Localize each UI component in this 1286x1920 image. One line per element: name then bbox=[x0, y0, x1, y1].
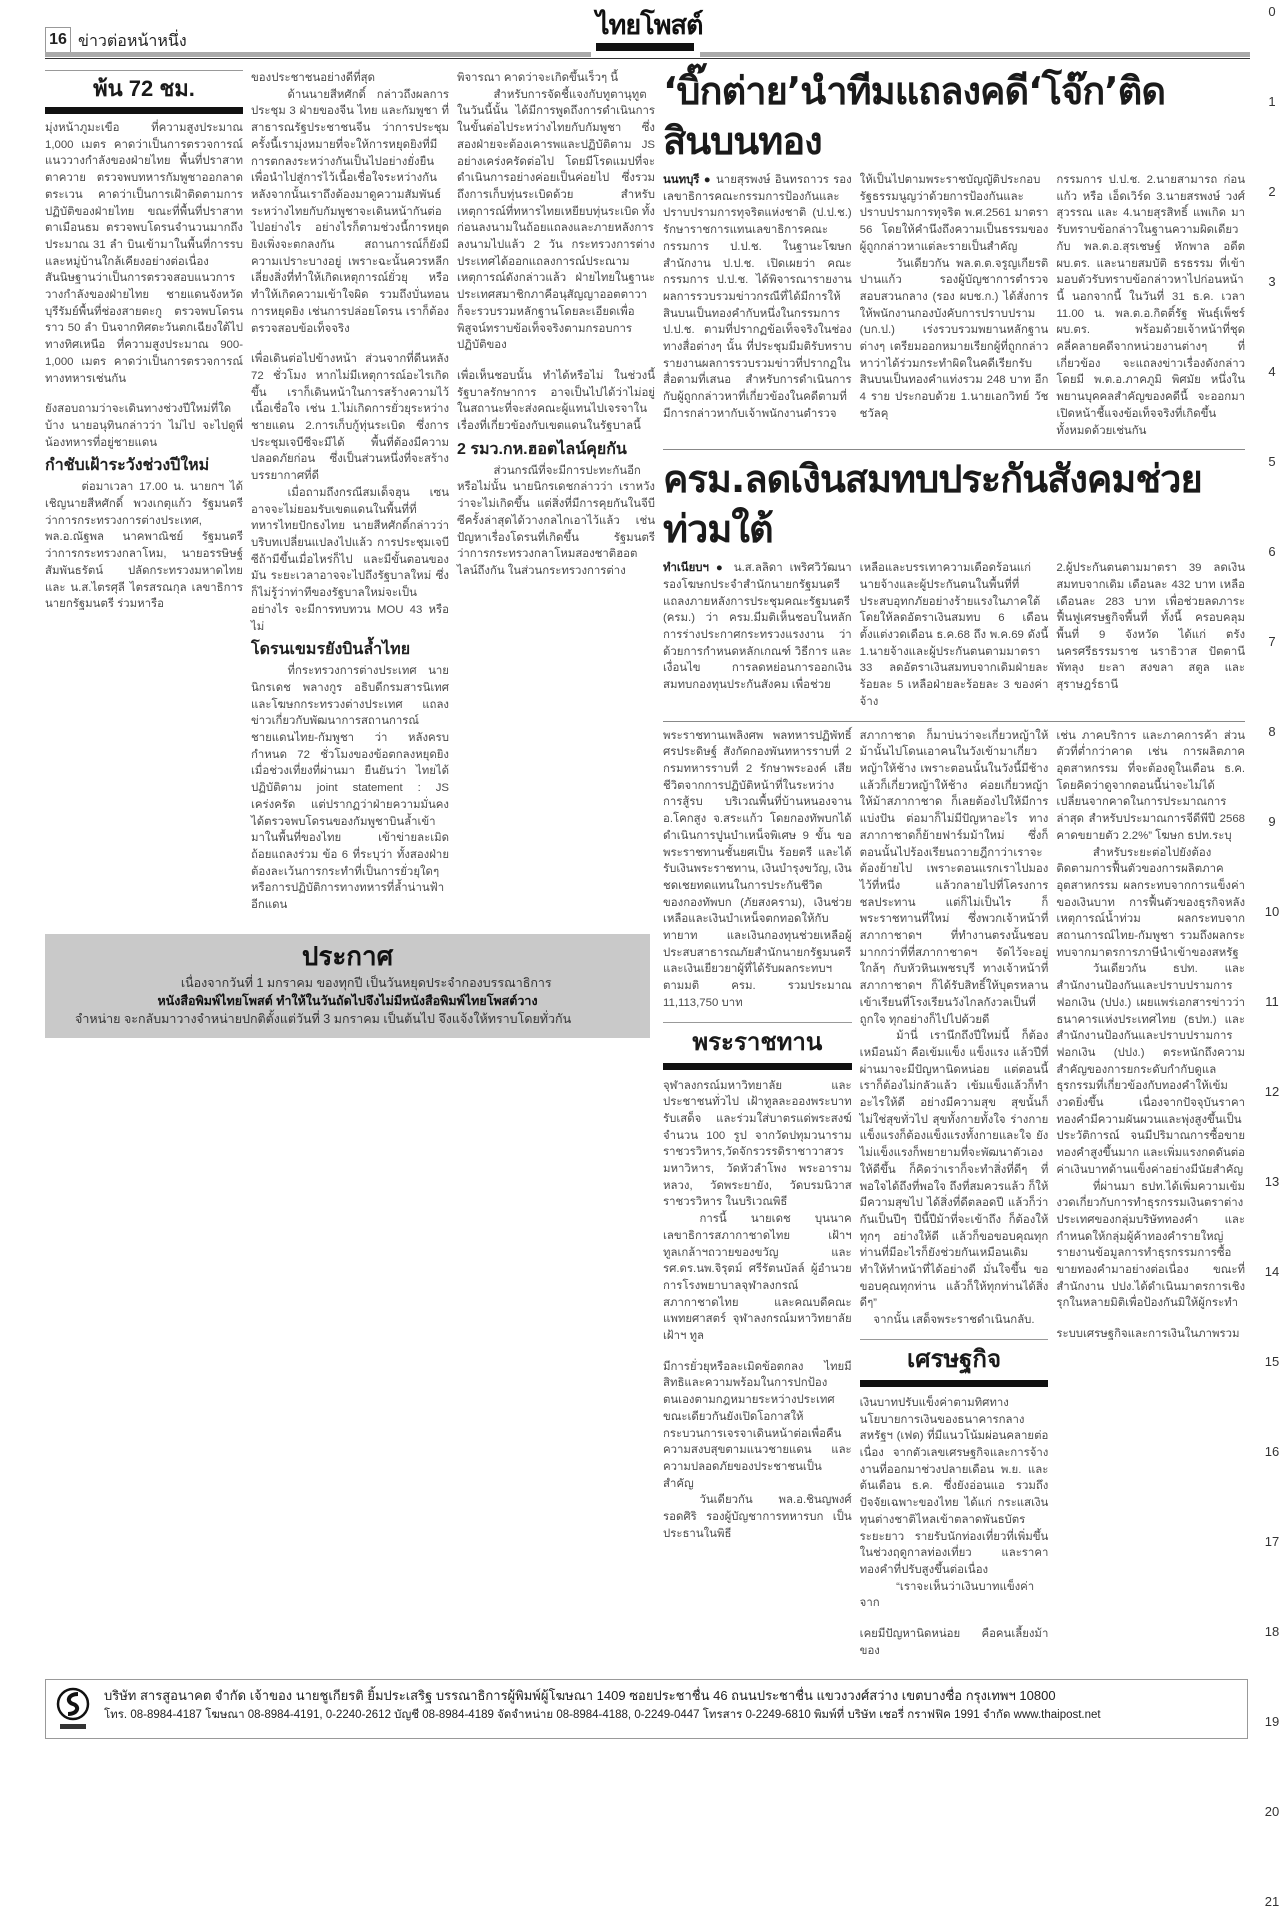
paragraph: วันเดียวกัน พล.อ.ชินญพงศ์ รอดศิริ รองผู้บัญชาการทหารบก เป็นประธานในพิธี bbox=[663, 1494, 852, 1540]
paragraph: น.ส.ลลิดา เพริศวิวัฒนา รองโฆษกประจำสำนักนายกรัฐมนตรี แถลงภายหลังการประชุมคณะรัฐมนตรี (ครม.) ว่า ครม.มีมติเห็นชอบในหลักการร่างประกาศกระทรวงแรงงาน ว่าด้วยการกำหนดหลักเกณฑ์ วิธีการ และเงื่อนไข การลดหย่อนการออกเงินสมทบกองทุนประกันสังคม เพื่อช่วย bbox=[663, 562, 852, 692]
margin-row-number: 2 bbox=[1268, 184, 1276, 199]
announcement-text: จำหน่าย จะกลับมาวางจำหน่ายปกติตั้งแต่วันที่ 3 มกราคม เป็นต้นไป จึงแจ้งให้ทราบโดยทั่วกัน bbox=[75, 1011, 572, 1026]
paragraph: มุ่งหน้าภูมะเขือ ที่ความสูงประมาณ 1,000 เมตร คาดว่าเป็นการตรวจการณ์แนววางกำลังของฝ่ายไทย พื้นที่ปราสาทตาควาย ตรวจพบทหารกัมพูชาออกลาดตระเวน คาดว่าเป็นการเฝ้าติดตามการปฏิบัติของฝ่ายไทย ขณะที่พื้นที่ปราสาทตาเมือนธม ตรวจพบโดรนจำนวนมากถึงประมาณ 31 ลำ บินเข้ามาในพื้นที่การรบและหมู่บ้านใกล้เคียงอย่างต่อเนื่อง สันนิษฐานว่าเป็นการตรวจสอบแนวการวางกำลังของฝ่ายไทย ชายแดนจังหวัดบุรีรัมย์พื้นที่ช่องสายตะกู ตรวจพบโดรนราว 50 ลำ บินจากทิศตะวันตกเฉียงใต้ไปทางทิศเหนือ ที่ความสูงประมาณ 900-1,000 เมตร คาดว่าเป็นการตรวจการณ์ทางทหารเช่นกัน bbox=[45, 122, 243, 385]
margin-row-number: 6 bbox=[1268, 544, 1276, 559]
paragraph: ระบบเศรษฐกิจและการเงินในภาพรวม bbox=[1056, 1328, 1240, 1341]
paragraph: ที่ผ่านมา ธปท.ได้เพิ่มความเข้มงวดเกี่ยวกับการทำธุรกรรมเงินตราต่างประเทศของกลุ่มบริษัททองคำ และกำหนดให้กลุ่มผู้ค้าทองคำรายใหญ่รายงานข้อมูลการทำธุรกรรมการซื้อขายทองคำมาอย่างต่อเนื่อง ขณะที่สำนักงาน ปปง.ได้ดำเนินมาตรการเชิงรุกในหลายมิติเพื่อป้องกันมิให้ผู้กระทำ bbox=[1056, 1180, 1246, 1310]
section-header-economy bbox=[860, 1339, 1049, 1387]
margin-row-number: 19 bbox=[1264, 1714, 1280, 1729]
paragraph: เพื่อเห็นชอบนั้น ทำได้หรือไม่ ในช่วงนี้รัฐบาลรักษาการ อาจเป็นไปได้ว่าไม่อยู่ในสถานะที่จะส่งคณะผู้แทนไปเจรจาในเรื่องที่เกี่ยวข้องกับเขตแดนในรัฐบาลนี้ bbox=[457, 369, 655, 433]
margin-row-number: 9 bbox=[1268, 814, 1276, 829]
header-rule-right bbox=[700, 52, 1250, 57]
margin-row-number: 11 bbox=[1265, 994, 1279, 1009]
paragraph: เช่น ภาคบริการ และภาคการค้า ส่วนตัวที่ต่ำกว่าคาด เช่น การผลิตภาคอุตสาหกรรม ที่จะต้องดูในเดือน ธ.ค. โดยคิดว่าดูจากตอนนี้น่าจะไม่ได้เปลี่ยนจากคาดในการประมาณการล่าสุด สำหรับประมาณการจีดีพีปี 2568 คาดขยายตัว 2.2%” โฆษก ธปท.ระบุ bbox=[1056, 729, 1246, 842]
paragraph: เพื่อเดินต่อไปข้างหน้า ส่วนจากที่ดีนหลัง 72 ชั่วโมง หากไม่มีเหตุการณ์อะไรเกิดขึ้น เราก็เดินหน้าในการสร้างความไว้เนื้อเชื่อใจ เช่น 1.ไม่เกิดการยั่วยุระหว่างชายแดน 2.การเก็บกู้ทุ่นระเบิด ซึ่งการประชุมเจบีซีจะมีได้ พื้นที่ต้องมีความปลอดภัยก่อน ซึ่งเป็นส่วนหนึ่งที่จะสร้างบรรยากาศที่ดี bbox=[251, 353, 449, 483]
paragraph: เมื่อถามถึงกรณีสมเด็จฮุน เซน อาจจะไม่ยอมรับเขตแดนในพื้นที่ที่ทหารไทยปักธงไทย นายสีหศักดิ์กล่าวว่า บริบทเปลี่ยนแปลงไปแล้ว การประชุมเจบีซีถ้ามีขึ้นเมื่อไหร่ก็ไป และมีขั้นตอนของมัน ระยะเวลาอาจจะไปถึงรัฐบาลใหม่ ซึ่งก็ไม่รู้ว่าท่าทีของรัฐบาลใหม่จะเป็นอย่างไร จะมีการทบทวน MOU 43 หรือไม่ bbox=[251, 486, 449, 633]
article-column bbox=[663, 172, 852, 423]
margin-row-number: 15 bbox=[1264, 1354, 1280, 1369]
margin-row-number: 18 bbox=[1264, 1624, 1280, 1639]
divider bbox=[663, 449, 1245, 450]
margin-row-number: 1 bbox=[1268, 94, 1276, 109]
article-column bbox=[457, 70, 655, 580]
announcement-title: ประกาศ bbox=[301, 940, 394, 971]
paragraph: กรรมการ ป.ป.ช. 2.นายสามารถ ก่อนแก้ว หรือ เอ็ดเวิร์ด 3.นายสรพงษ์ วงศ์สุวรรณ และ 4.นายสุรสิทธิ์ แพเกิด มารับทราบข้อกล่าวในฐานความผิดเดียวกับ พล.ต.อ.สุรเชษฐ์ หักพาล อดีต ผบ.ตร. และนายสมบัติ ธรธรรม ที่เข้ามอบตัวรับทราบข้อกล่าวหาไปก่อนหน้านี้ นอกจากนี้ ในวันที่ 31 ธ.ค. เวลา 11.00 น. พล.ต.อ.กิตติ์รัฐ พันธุ์เพ็ชร์ ผบ.ตร. พร้อมด้วยเจ้าหน้าที่ชุดคลี่คลายคดีจากหน่วยงานต่างๆ ที่เกี่ยวข้อง จะแถลงข่าวเรื่องดังกล่าว โดยมี พ.ต.อ.ภาคภูมิ พิศมัย หนึ่งในพยานบุคคลสำคัญของคดีนี้ จะออกมาเปิดหน้าชี้แจงข้อเท็จจริงที่เกิดขึ้นทั้งหมดด้วยเช่นกัน bbox=[1056, 174, 1246, 437]
margin-row-number: 7 bbox=[1268, 634, 1276, 649]
paragraph: 2.ผู้ประกันตนตามมาตรา 39 ลดเงินสมทบจากเดิม เดือนละ 432 บาท เหลือเดือนละ 283 บาท เพื่อช่วยลดภาระฟื้นฟูเศรษฐกิจพื้นที่ ทั้งนี้ ครอบคลุมพื้นที่ 9 จังหวัด ได้แก่ ตรัง นครศรีธรรมราช นราธิวาส ปัตตานี พัทลุง ยะลา สงขลา สตูล และสุราษฎร์ธานี bbox=[1056, 562, 1246, 692]
margin-row-number: 13 bbox=[1264, 1174, 1280, 1189]
headline-story2: ครม.ลดเงินสมทบประกันสังคมช่วยท่วมใต้ bbox=[663, 457, 1202, 552]
paragraph: เคยมีปัญหานิดหน่อย คือคนเลี้ยงม้าของ bbox=[859, 1628, 1049, 1657]
dateline: นนทบุรี ● bbox=[663, 174, 712, 186]
subheading: กำชับเฝ้าระวังช่วงปีใหม่ bbox=[45, 457, 210, 475]
paragraph: ยังสอบถามว่าจะเดินทางช่วงปีใหม่ที่ใดบ้าง นายอนุทินกล่าวว่า ไม่ไป จะไปดูพี่น้องทหารที่อยู่ชายแดน bbox=[45, 403, 243, 449]
paragraph: จากนั้น เสด็จพระราชดำเนินกลับ. bbox=[873, 1314, 1035, 1327]
margin-row-number: 3 bbox=[1268, 274, 1276, 289]
section-label: ข่าวต่อหน้าหนึ่ง bbox=[78, 33, 187, 50]
article-column bbox=[860, 728, 1049, 1660]
article-column bbox=[860, 172, 1049, 423]
article-column bbox=[860, 560, 1049, 710]
paragraph: “เราจะเห็นว่าเงินบาทแข็งค่าจาก bbox=[859, 1580, 1035, 1610]
paragraph: การนี้ นายเดช บุนนาค เลขาธิการสภากาชาดไทย เฝ้าฯ ทูลเกล้าฯถวายของขวัญ และ รศ.ดร.นพ.จิรุตม์ ศรีรัตนบัลล์ ผู้อำนวยการโรงพยาบาลจุฬาลงกรณ์ สภากาชาดไทย และคณบดีคณะแพทยศาสตร์ จุฬาลงกรณ์มหาวิทยาลัย เฝ้าฯ ทูล bbox=[663, 1213, 852, 1343]
margin-row-number: 4 bbox=[1268, 364, 1276, 379]
paragraph: มีการยั่วยุหรือละเมิดข้อตกลง ไทยมีสิทธิและความพร้อมในการปกป้องตนเองตามกฎหมายระหว่างประเทศ ขณะเดียวกันยังเปิดโอกาสให้กระบวนการเจรจาเดินหน้าต่อเพื่อคืนความสงบสุขตามแนวชายแดน และความปลอดภัยของประชาชนเป็นสำคัญ bbox=[663, 1360, 852, 1490]
paragraph: จุฬาลงกรณ์มหาวิทยาลัย และประชาชนทั่วไป เฝ้าทูลละอองพระบาทรับเสด็จ และร่วมใส่บาตรแด่พระสงฆ์จำนวน 100 รูป จากวัดปทุมวนารามราชวรวิหาร,วัดจักรวรรดิราชาวาสวรมหาวิหาร, วัดหัวลำโพง พระอารามหลวง, วัดพระยายัง, วัดบรมนิวาสราชวรวิหาร ในบริเวณพิธี bbox=[663, 1079, 852, 1209]
article-column bbox=[663, 728, 852, 1543]
paragraph: ต่อมาเวลา 17.00 น. นายกฯ ได้เชิญนายสีหศักดิ์ พวงเกตุแก้ว รัฐมนตรีว่าการกระทรวงการต่างประเทศ, พล.อ.ณัฐพล นาคพาณิชย์ รัฐมนตรีว่าการกระทรวงกลาโหม, นายอรรษิษฐ์ สัมพันธรัตน์ ปลัดกระทรวงมหาดไทย และ น.ส.ไตรศุลี ไตรสรณกุล เลขาธิการนายกรัฐมนตรี ร่วมหารือ bbox=[45, 481, 243, 611]
paragraph: ด้านนายสีหศักดิ์ กล่าวถึงผลการประชุม 3 ฝ่ายของจีน ไทย และกัมพูชา ที่สาธารณรัฐประชาชนจีน ว่าการประชุมครั้งนี้เรามุ่งหมายที่จะให้การหยุดยิงที่มีการตกลงระหว่างกันเป็นไปอย่างยั่งยืน เพื่อนำไปสู่การไว้เนื้อเชื่อใจระหว่างกัน หลังจากนั้นเราถึงต้องมาดูความสัมพันธ์ระหว่างไทยกับกัมพูชาจะเดินหน้ากันต่อไปอย่างไร อย่างไรก็ตามช่วงนี้การหยุดยิงเพิ่งจะตกลงกัน สถานการณ์ก็ยังมีความเปราะบางอยู่ เพราะฉะนั้นควรหลีกเลี่ยงสิ่งที่ทำให้เกิดเหตุการณ์ยั่วยุ หรือทำให้เกิดความเข้าใจผิด รวมถึงบั่นทอนการหยุดยิง เช่นการปล่อยโดรน เราก็ต้องตรวจสอบข้อเท็จจริง bbox=[251, 88, 449, 335]
margin-row-number: 5 bbox=[1268, 454, 1276, 469]
article-column bbox=[1056, 728, 1245, 1343]
margin-row-number: 10 bbox=[1264, 904, 1280, 919]
paragraph: ของประชาชนอย่างดีที่สุด bbox=[251, 72, 376, 84]
article-column bbox=[1056, 172, 1245, 439]
masthead-text: ไทยโพสต์ bbox=[596, 10, 703, 41]
section-title: พระราชทาน bbox=[692, 1028, 823, 1056]
paragraph: เงินบาทปรับแข็งค่าตามทิศทางนโยบายการเงินของธนาคารกลางสหรัฐฯ (เฟด) ที่มีแนวโน้มผ่อนคลายต่อเนื่อง จากตัวเลขเศรษฐกิจและการจ้างงานที่ออกมาช่วงปลายเดือน พ.ย. และต้นเดือน ธ.ค. ซึ่งยังอ่อนแอ รวมถึงปัจจัยเฉพาะของไทย ได้แก่ กระแสเงินทุนต่างชาติไหลเข้าตลาดพันธบัตรระยะยาว รายรับนักท่องเที่ยวที่เพิ่มขึ้นในช่วงฤดูกาลท่องเที่ยว และราคาทองคำที่ปรับสูงขึ้นต่อเนื่อง bbox=[859, 1396, 1049, 1576]
headline-story1: ‘บิ๊กต่าย’นำทีมแถลงคดี‘โจ๊ก’ติดสินบนทอง bbox=[663, 69, 1166, 163]
publisher-logo-icon bbox=[56, 1686, 90, 1732]
dateline: ทำเนียบฯ ● bbox=[663, 562, 727, 575]
imprint-footer bbox=[45, 1679, 1248, 1739]
divider bbox=[663, 721, 1245, 722]
margin-row-number: 21 bbox=[1264, 1894, 1280, 1909]
article-column bbox=[45, 70, 243, 613]
article-column bbox=[1056, 560, 1245, 694]
left-area bbox=[45, 62, 655, 1038]
box-title: พ้น 72 ชม. bbox=[93, 76, 195, 101]
margin-row-number: 17 bbox=[1264, 1534, 1280, 1549]
imprint-contact-line: โทร. 08-8984-4187 โฆษณา 08-8984-4191, 0-2240-2612 บัญชี 08-8984-4189 จัดจำหน่าย 08-8984-4188, 0-2249-0447 โทรสาร 0-2249-6810 พิมพ์ที่ บริษัท เชอรี่ กราฟฟิค 1991 จำกัด www.thaipost.net bbox=[104, 1709, 1101, 1722]
masthead-tagline-bar bbox=[596, 43, 694, 51]
announcement-text-bold: หนังสือพิมพ์ไทยโพสต์ ทำให้ในวันถัดไปจึงไม่มีหนังสือพิมพ์ไทยโพสต์วาง bbox=[157, 993, 538, 1008]
page-body bbox=[45, 62, 1245, 1659]
header-rule-thin bbox=[45, 58, 1250, 59]
right-area bbox=[663, 62, 1245, 1659]
margin-row-number: 16 bbox=[1264, 1444, 1280, 1459]
paragraph: นายสุรพงษ์ อินทรถาวร รองเลขาธิการคณะกรรมการป้องกันและปราบปรามการทุจริตแห่งชาติ (ป.ป.ช.) รักษาราชการแทนเลขาธิการคณะกรรมการ ป.ป.ช. ในฐานะโฆษกสำนักงาน ป.ป.ช. เปิดเผยว่า คณะกรรมการ ป.ป.ช. ได้พิจารณารายงานผลการรวบรวมข่าวกรณีที่ได้มีการให้สินบนเป็นทองคำกับหนึ่งในกรรมการ ป.ป.ช. ตามที่ปรากฏข้อเท็จจริงในช่องทางสื่อต่างๆ นั้น ที่ประชุมมีมติรับทราบรายงานผลการรวบรวมข่าวที่ปรากฏในสื่อตามที่เสนอ สำหรับการดำเนินการกับผู้ถูกกล่าวหาที่เกี่ยวข้องในคดีตามที่มีการกล่าวหากับเจ้าพนักงานตำรวจ bbox=[663, 174, 852, 420]
paragraph: สำหรับระยะต่อไปยังต้องติดตามการฟื้นตัวของการผลิตภาคอุตสาหกรรม ผลกระทบจากการแข็งค่าของเงินบาท การฟื้นตัวของธุรกิจหลังเหตุการณ์น้ำท่วม ผลกระทบจากสถานการณ์ไทย-กัมพูชา รวมถึงผลกระทบจากมาตรการภาษีนำเข้าของสหรัฐ bbox=[1056, 846, 1246, 959]
margin-row-number: 20 bbox=[1264, 1804, 1280, 1819]
paragraph: สำหรับการจัดชี้แจงกับทูตานุทูตในวันนี้นั้น ได้มีการพูดถึงการดำเนินการในขั้นต่อไประหว่างไทยกับกัมพูชา ซึ่งสองฝ่ายจะต้องเคารพและปฏิบัติตาม JS อย่างเคร่งครัดต่อไป โดยมีโรดแมปที่จะดำเนินการอย่างค่อยเป็นค่อยไป ซึ่งรวมถึงการเก็บทุ่นระเบิดด้วย สำหรับเหตุการณ์ที่ทหารไทยเหยียบทุ่นระเบิด ทั้งก่อนลงนามในถ้อยแถลงและภายหลังการลงนามไปแล้ว 2 วัน กระทรวงการต่างประเทศได้ออกแถลงการณ์ประณามเหตุการณ์ดังกล่าวแล้ว ฝ่ายไทยในฐานะประเทศสมาชิกภาคีอนุสัญญาออตตาวา ก็จะรวบรวมหลักฐานโดยละเอียดเพื่อพิสูจน์ทราบข้อเท็จจริงตามกรอบการปฏิบัติของ bbox=[457, 88, 655, 352]
section-box-title bbox=[45, 70, 243, 114]
margin-row-number: 0 bbox=[1268, 4, 1276, 19]
masthead-logo bbox=[596, 10, 703, 51]
margin-row-number: 14 bbox=[1264, 1264, 1280, 1279]
margin-row-number: 12 bbox=[1264, 1084, 1280, 1099]
paragraph: ส่วนกรณีที่จะมีการปะทะกันอีกหรือไม่นั้น นายนิกรเดชกล่าวว่า เราหวังว่าจะไม่เกิดขึ้น แต่สิ่งที่มีการคุยกันในจีบีซีครั้งล่าสุดได้วางกลไกเอาไว้แล้ว เช่น ปัญหาเรื่องโดรนที่เกิดขึ้น รัฐมนตรีว่าการกระทรวงกลาโหมสองชาติฮอตไลน์ถึงกัน ในส่วนกระทรวงการต่าง bbox=[457, 464, 655, 577]
subheading: 2 รมว.กห.ฮอตไลน์คุยกัน bbox=[457, 440, 627, 458]
imprint-line: บริษัท สารสูอนาคต จำกัด เจ้าของ นายชูเกียรติ ยิ้มประเสริฐ บรรณาธิการผู้พิมพ์ผู้โฆษณา 1409 ซอยประชาชื่น 46 ถนนประชาชื่น แขวงวงศ์สว่าง เขตบางซื่อ กรุงเทพฯ 10800 bbox=[104, 1688, 1056, 1704]
paragraph: ที่กระทรวงการต่างประเทศ นายนิกรเดช พลางกูร อธิบดีกรมสารนิเทศ และโฆษกกระทรวงต่างประเทศ แถลงข่าวเกี่ยวกับพัฒนาการสถานการณ์ชายแดนไทย-กัมพูชา ว่า หลังครบกำหนด 72 ชั่วโมงของข้อตกลงหยุดยิงเมื่อช่วงเที่ยงที่ผ่านมา ยืนยันว่า ไทยได้ปฏิบัติตาม joint statement : JS เคร่งครัด แต่ปรากฏว่าฝ่ายความมั่นคงได้ตรวจพบโดรนของกัมพูชาบินล้ำเข้ามาในพื้นที่ของไทย เข้าข่ายละเมิดถ้อยแถลงร่วม ข้อ 6 ที่ระบุว่า ทั้งสองฝ่ายต้องละเว้นการกระทำที่เป็นการยั่วยุใดๆ หรือการปฏิบัติการทางทหารที่ล้ำน่านฟ้าอีกแดน bbox=[251, 665, 449, 912]
paragraph: วันเดียวกัน พล.ต.ต.จรูญเกียรติ ปานแก้ว รองผู้บัญชาการตำรวจสอบสวนกลาง (รอง ผบช.ก.) ได้สั่งการให้พนักงานกองบังคับการปราบปราม (บก.ป.) เร่งรวบรวมพยานหลักฐานต่างๆ เตรียมออกหมายเรียกผู้ที่ถูกกล่าวหาว่าได้ร่วมกระทำผิดในคดีเรียกรับสินบนเป็นทองคำแท่งรวม 248 บาท อีก 4 ราย ประกอบด้วย 1.นายเอกวิทย์ วัชชวัลคุ bbox=[859, 257, 1049, 420]
header-rule-left bbox=[45, 52, 591, 57]
paragraph: ให้เป็นไปตามพระราชบัญญัติประกอบรัฐธรรมนูญว่าด้วยการป้องกันและปราบปรามการทุจริต พ.ศ.2561 มาตรา 56 โดยให้คำนึงถึงความเป็นธรรมของผู้ถูกกล่าวหาแต่ละรายเป็นสำคัญ bbox=[859, 174, 1049, 253]
page-number: 16 bbox=[45, 27, 71, 53]
subheading: โดรนเขมรยังบินล้ำไทย bbox=[251, 641, 411, 659]
article-column bbox=[251, 70, 449, 914]
article-column bbox=[663, 560, 852, 694]
paragraph: ม้านี่ เรานึกถึงปีใหม่นี้ ก็ต้องเหมือนม้า คือเข้มแข็ง แข็งแรง แล้วปีที่ผ่านมาจะมีปัญหานิดหน่อย แต่ตอนนี้เราก็ต้องไม่กลัวแล้ว เข้มแข็งแล้วก็ทำอะไรให้ดี อย่างมีความสุข สุขนั้นก็ไม่ใช่สุขทั่วไป สุขทั้งกายทั้งใจ ร่างกายแข็งแรงก็ต้องแข็งแรงทั้งกายและใจ ยังไม่แข็งแรงก็พยายามที่จะพัฒนาตัวเองให้ดีขึ้น ก็คิดว่าเราก็จะทำสิ่งที่ดีๆ ที่พอใจได้ถึงที่พอใจ ถึงที่สมควรแล้ว ก็ให้มีความสุขไป ได้สิ่งที่ดีตลอดปี แล้วก็ว่ากันเป็นปีๆ ปีนี้ปีม้าที่จะเข้าถึง ก็ต้องให้ทุกๆ อย่างให้ดี แล้วก็ขอขอบคุณทุกท่านที่มีอะไรก็ยังช่วยกันเหมือนเดิม ทำให้ทำหน้าที่ได้อย่างดี มั่นใจขึ้น ขอขอบคุณทุกท่าน แล้วก็ให้ทุกท่านได้สิ่งดีๆ” bbox=[859, 1030, 1049, 1310]
paragraph: พิจารณา คาดว่าจะเกิดขึ้นเร็วๆ นี้ bbox=[457, 72, 619, 84]
margin-row-number: 8 bbox=[1268, 724, 1276, 739]
announcement-box bbox=[45, 934, 650, 1038]
paragraph: วันเดียวกัน ธปท. และสำนักงานป้องกันและปราบปรามการฟอกเงิน (ปปง.) เผยแพร่เอกสารข่าวว่า ธนาคารแห่งประเทศไทย (ธปท.) และสำนักงานป้องกันและปราบปรามการฟอกเงิน (ปปง.) ตระหนักถึงความสำคัญของการยกระดับกำกับดูแลธุรกรรมที่เกี่ยวข้องกับทองคำให้เข้มงวดยิ่งขึ้น เนื่องจากปัจจุบันราคาทองคำมีความผันผวนและพุ่งสูงขึ้นเป็นประวัติการณ์ จนมีปริมาณการซื้อขายทองคำสูงขึ้นมาก และเพิ่มแรงกดดันต่อค่าเงินบาทด้านแข็งค่าอย่างมีนัยสำคัญ bbox=[1056, 963, 1246, 1176]
section-header-royal bbox=[663, 1022, 852, 1070]
section-title: เศรษฐกิจ bbox=[907, 1345, 1001, 1373]
paragraph: สภากาชาด ก็มาบ่นว่าจะเกี่ยวหญ้าให้ม้านั้นไปโดนเอาคนในวังเข้ามาเกี่ยวหญ้าให้ช้าง เพราะตอนนั้นในวังนี้มีช้างแล้วก็เกี่ยวหญ้าให้ช้าง ค่อยเกี่ยวหญ้าให้ม้าสภากาชาด ก็เลยต้องไปให้มีการแบ่งปัน ต่อมาก็ไม่มีปัญหาอะไร ทางสภากาชาดก็ย้ายฟาร์มม้าใหม่ ซึ่งก็ตอนนั้นไปร้องเรียนถวายฎีกาว่าเราจะต้องย้ายไป เพราะตอนแรกเราไปมองไว้ที่หนึ่ง แล้วกลายไปที่โครงการชลประทาน แต่ก็ไม่เป็นไร ก็พระราชทานที่ใหม่ ซึ่งพวกเจ้าหน้าที่สภากาชาดฯ ที่ทำงานตรงนั้นชอบมากกว่าที่ที่สภากาชาดฯ จัดไว้จะอยู่ใกล้ๆ กับหัวหินเพชรบุรี ทางเจ้าหน้าที่สภากาชาดฯ ก็ได้รับสิทธิ์ให้บุตรหลานเข้าเรียนที่โรงเรียนวังไกลกังวลเป็นที่ถูกใจ ทุกอย่างก็ไปไปด้วยดี bbox=[859, 729, 1049, 1026]
paragraph: เหลือและบรรเทาความเดือดร้อนแก่นายจ้างและผู้ประกันตนในพื้นที่ที่ประสบอุทกภัยอย่างร้ายแรงในภาคใต้ โดยให้ลดอัตราเงินสมทบ 6 เดือน ตั้งแต่งวดเดือน ธ.ค.68 ถึง พ.ค.69 ดังนี้ 1.นายจ้างและผู้ประกันตนตามมาตรา 33 ลดอัตราเงินสมทบจากเดิมฝ่ายละร้อยละ 5 เหลือฝ่ายละร้อยละ 3 ของค่าจ้าง bbox=[859, 562, 1049, 708]
announcement-text: เนื่องจากวันที่ 1 มกราคม ของทุกปี เป็นวันหยุดประจำกองบรรณาธิการ bbox=[180, 975, 552, 990]
paragraph: พระราชทานเพลิงศพ พลทหารปฏิพัทธิ์ ศรประดิษฐ์ สังกัดกองพันทหารราบที่ 2 กรมทหารราบที่ 2 รักษาพระองค์ เสียชีวิตจากการปฏิบัติหน้าที่ในระหว่างการสู้รบ บริเวณพื้นที่บ้านหนองจาน อ.โคกสูง จ.สระแก้ว โดยกองทัพบกได้ดำเนินการปูนบำเหน็จพิเศษ 9 ขั้น ขอพระราชทานชั้นยศเป็น ร้อยตรี และได้รับเงินพระราชทาน, เงินบำรุงขวัญ, เงินชดเชยทดแทนในการประกันชีวิตของกองทัพบก (ภัยสงคราม), เงินช่วยเหลือและเงินบำเหน็จตกทอดให้กับทายาท และเงินกองทุนช่วยเหลือผู้ประสบสาธารณภัยสำนักนายกรัฐมนตรีและเงินเยียวยาผู้ที่ได้รับผลกระทบฯ ตามมติ ครม. รวมประมาณ 11,113,750 บาท bbox=[663, 729, 852, 1009]
